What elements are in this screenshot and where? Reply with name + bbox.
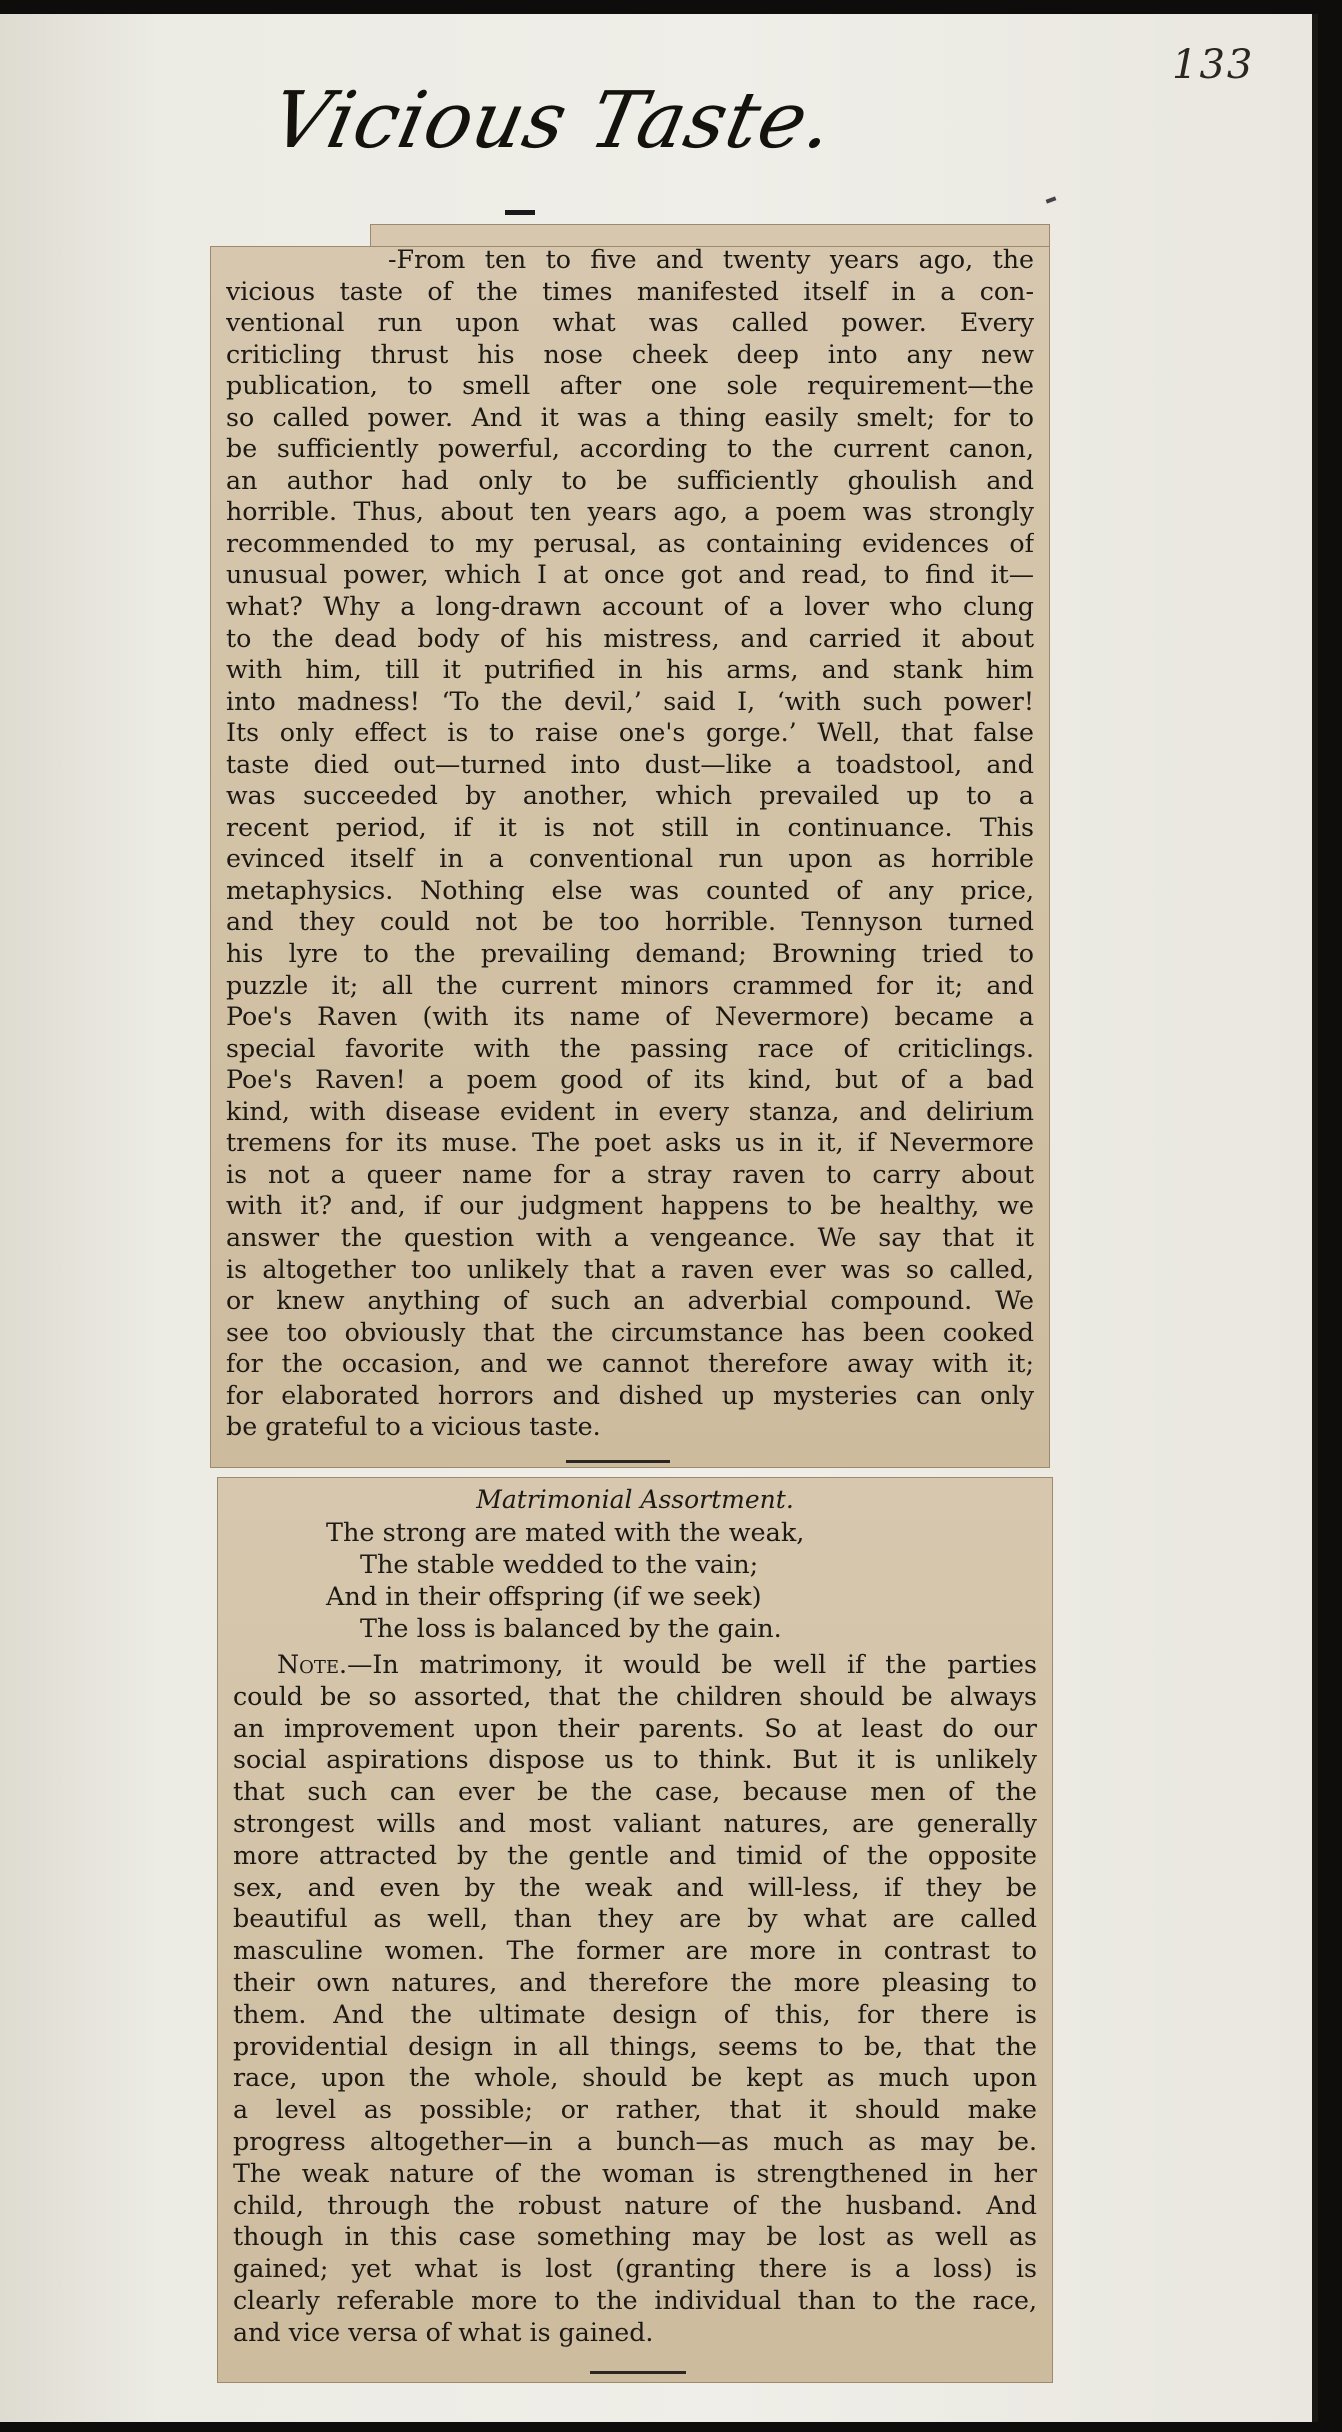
poem-line: The loss is balanced by the gain. [360, 1614, 782, 1644]
handwritten-title: Vicious Taste. [263, 76, 843, 166]
poem-line: The stable wedded to the vain; [360, 1550, 759, 1580]
note-line: masculine women. The former are more in contrast to [233, 1936, 1037, 1966]
note-line: The weak nature of the woman is strengthened in her [233, 2158, 1037, 2188]
note-line: them. And the ultimate design of this, for there is [233, 1999, 1037, 2029]
note-line: an improvement upon their parents. So at least do our [233, 1713, 1037, 1743]
note-line: and vice versa of what is gained. [233, 2317, 654, 2347]
text-line: his lyre to the prevailing demand; Browning tried to [226, 939, 1034, 969]
clipping-2-end-rule [590, 2371, 686, 2374]
text-line: vicious taste of the times manifested itself in a con- [226, 276, 1034, 306]
poem-title: Matrimonial Assortment. [476, 1485, 794, 1514]
text-line: for the occasion, and we cannot therefore away with it; [226, 1349, 1034, 1379]
text-line: Poe's Raven (with its name of Nevermore) became a [226, 1002, 1034, 1032]
poem-line: And in their offspring (if we seek) [326, 1582, 762, 1612]
note-line: race, upon the whole, should be kept as much upon [233, 2063, 1037, 2093]
note-line: strongest wills and most valiant natures, are generally [233, 1808, 1037, 1838]
note-line: providential design in all things, seems to be, that the [233, 2031, 1037, 2061]
note-line: social aspirations dispose us to think. But it is unlikely [233, 1745, 1037, 1775]
text-line: recommended to my perusal, as containing evidences of [226, 528, 1034, 558]
text-line: with it? and, if our judgment happens to be healthy, we [226, 1191, 1034, 1221]
text-line: kind, with disease evident in every stanza, and delirium [226, 1096, 1034, 1126]
text-line: Its only effect is to raise one's gorge.’ Well, that false [226, 718, 1034, 748]
page-number: 133 [1172, 42, 1255, 88]
text-line: is altogether too unlikely that a raven ever was so called, [226, 1254, 1034, 1284]
text-line: criticling thrust his nose cheek deep into any new [226, 339, 1034, 369]
text-line: metaphysics. Nothing else was counted of any price, [226, 875, 1034, 905]
text-line: was succeeded by another, which prevailed up to a [226, 781, 1034, 811]
text-line: answer the question with a vengeance. We say that it [226, 1222, 1034, 1252]
text-line: special favorite with the passing race of criticlings. [226, 1033, 1034, 1063]
newspaper-clipping-matrimonial-assortment [217, 1477, 1053, 2383]
text-line: unusual power, which I at once got and read, to find it— [226, 560, 1034, 590]
note-line: though in this case something may be lost as well as [233, 2222, 1037, 2252]
note-label: Note. [277, 1650, 348, 1679]
text-line: or knew anything of such an adverbial compound. We [226, 1286, 1034, 1316]
text-line: and they could not be too horrible. Tennyson turned [226, 907, 1034, 937]
text-line: ventional run upon what was called power. Every [226, 308, 1034, 338]
note-line: clearly referable more to the individual than to the race, [233, 2285, 1037, 2315]
text-line: Poe's Raven! a poem good of its kind, but of a bad [226, 1065, 1034, 1095]
text-line: into madness! ‘To the devil,’ said I, ‘with such power! [226, 686, 1034, 716]
text-line: recent period, if it is not still in continuance. This [226, 812, 1034, 842]
text-line: is not a queer name for a stray raven to carry about [226, 1159, 1034, 1189]
note-line [233, 1649, 1037, 1681]
note-line: could be so assorted, that the children should be always [233, 1681, 1037, 1711]
text-line: what? Why a long-drawn account of a lover who clung [226, 592, 1034, 622]
text-line: be grateful to a vicious taste. [226, 1412, 601, 1442]
poem-line: The strong are mated with the weak, [326, 1518, 805, 1548]
note-line: their own natures, and therefore the more pleasing to [233, 1967, 1037, 1997]
text-line: taste died out—turned into dust—like a toadstool, and [226, 749, 1034, 779]
text-line: see too obviously that the circumstance has been cooked [226, 1317, 1034, 1347]
note-line-text: —In matrimony, it would be well if the parties [347, 1650, 1037, 1679]
note-line: gained; yet what is lost (granting there is a loss) is [233, 2254, 1037, 2284]
note-line: sex, and even by the weak and will-less, if they be [233, 1872, 1037, 1902]
pencil-mark [1046, 196, 1057, 203]
note-line: child, through the robust nature of the husband. And [233, 2190, 1037, 2220]
text-line: puzzle it; all the current minors crammed for it; and [226, 970, 1034, 1000]
note-line: beautiful as well, than they are by what are called [233, 1904, 1037, 1934]
text-line: an author had only to be sufficiently ghoulish and [226, 465, 1034, 495]
text-line: be sufficiently powerful, according to the current canon, [226, 434, 1034, 464]
text-line: tremens for its muse. The poet asks us in it, if Nevermore [226, 1128, 1034, 1158]
text-line: for elaborated horrors and dished up mysteries can only [226, 1380, 1034, 1410]
text-line: horrible. Thus, about ten years ago, a poem was strongly [226, 497, 1034, 527]
text-line: evinced itself in a conventional run upon as horrible [226, 844, 1034, 874]
note-line: progress altogether—in a bunch—as much as may be. [233, 2126, 1037, 2156]
text-line: with him, till it putrified in his arms, and stank him [226, 655, 1034, 685]
note-line: that such can ever be the case, because men of the [233, 1777, 1037, 1807]
text-line: so called power. And it was a thing easily smelt; for to [226, 402, 1034, 432]
note-line: a level as possible; or rather, that it should make [233, 2095, 1037, 2125]
text-line: publication, to smell after one sole requirement—the [226, 371, 1034, 401]
note-text [233, 1649, 1037, 2349]
newspaper-clipping-vicious-taste [210, 246, 1050, 1468]
text-line: -From ten to five and twenty years ago, the [388, 245, 1034, 274]
title-underline [505, 210, 535, 215]
text-line: to the dead body of his mistress, and carried it about [226, 623, 1034, 653]
clipping-1-end-rule [566, 1460, 670, 1463]
clipping-1-text [226, 244, 1034, 1443]
note-line: more attracted by the gentle and timid of the opposite [233, 1840, 1037, 1870]
